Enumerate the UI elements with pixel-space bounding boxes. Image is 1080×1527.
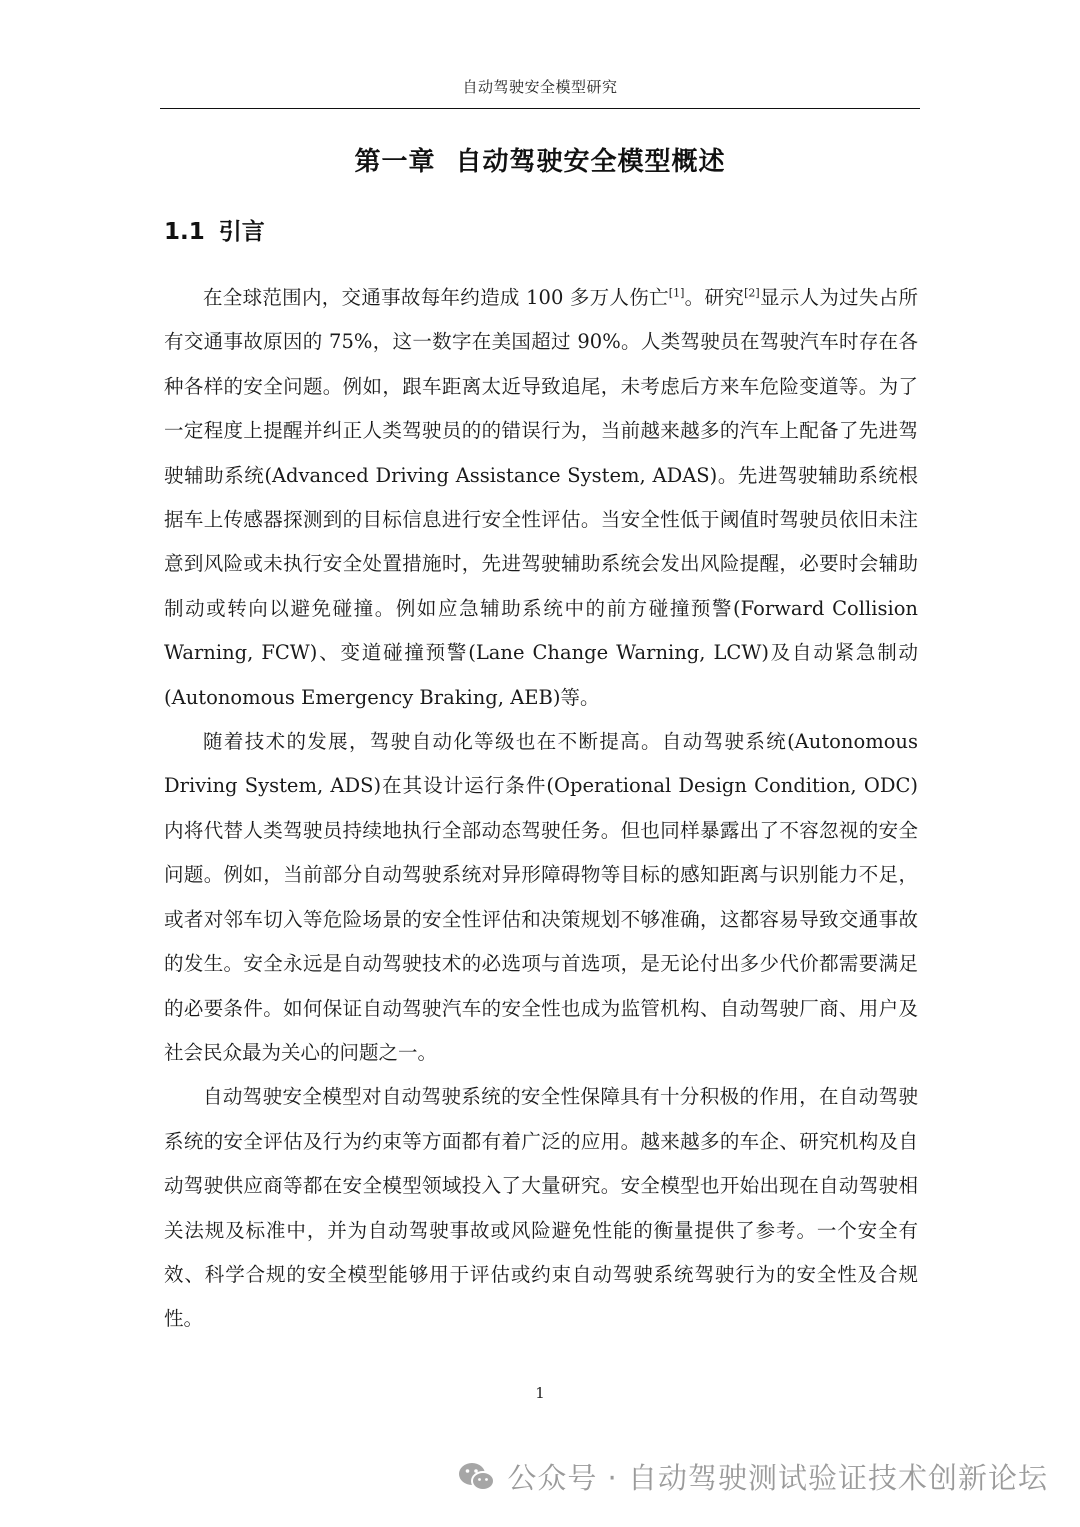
running-header: 自动驾驶安全模型研究 <box>462 78 618 96</box>
chapter-title: 第一章 自动驾驶安全模型概述 <box>354 147 726 177</box>
paragraph-2: 随着技术的发展，驾驶自动化等级也在不断提高。自动驾驶系统(Autonomous Driving System, ADS)在其设计运行条件(Operational Design Condition, ODC)内将代替人类驾驶员持续地执行全部动态驾驶任务。但也同样暴露出了不容忽视的安全问题。例如，当前部分自动驾驶系统对异形障碍物等目标的感知距离与识别能力不足，或者对邻车切入等危险场景的安全性评估和决策规划不够准确，这都容易导致交通事故的发生。安全永远是自动驾驶技术的必选项与首选项，是无论付出多少代价都需要满足的必要条件。如何保证自动驾驶汽车的安全性也成为监管机构、自动驾驶厂商、用户及社会民众最为关心的问题之一。 <box>164 730 918 1064</box>
citation-1: [1] <box>668 286 685 300</box>
watermark-text: 公众号 · 自动驾驶测试验证技术创新论坛 <box>507 1461 1048 1495</box>
wechat-icon <box>457 1460 497 1494</box>
citation-2: [2] <box>744 286 760 300</box>
paragraph-1-part-c: 显示人为过失占所有交通事故原因的 75%，这一数字在美国超过 90%。人类驾驶员在驾驶汽车时存在各种各样的安全问题。例如，跟车距离太近导致追尾，未考虑后方来车危险变道等。为了一定程度上提醒并纠正人类驾驶员的的错误行为，当前越来越多的汽车上配备了先进驾驶辅助系统(Advanced Driving Assistance System, ADAS)。先进驾驶辅助系统根据车上传感器探测到的目标信息进行安全性评估。当安全性低于阈值时驾驶员依旧未注意到风险或未执行安全处置措施时，先进驾驶辅助系统会发出风险提醒，必要时会辅助制动或转向以避免碰撞。例如应急辅助系统中的前方碰撞预警(Forward Collision Warning, FCW)、变道碰撞预警(Lane Change Warning, LCW)及自动紧急制动(Autonomous Emergency Braking, AEB)等。 <box>164 286 918 709</box>
watermark <box>457 1456 1048 1497</box>
page-number: 1 <box>535 1384 545 1402</box>
paragraph-1-part-a: 在全球范围内，交通事故每年约造成 100 多万人伤亡 <box>203 286 669 309</box>
header-divider <box>160 108 920 109</box>
body-text <box>164 276 918 1342</box>
paragraph-3: 自动驾驶安全模型对自动驾驶系统的安全性保障具有十分积极的作用，在自动驾驶系统的安全评估及行为约束等方面都有着广泛的应用。越来越多的车企、研究机构及自动驾驶供应商等都在安全模型领域投入了大量研究。安全模型也开始出现在自动驾驶相关法规及标准中，并为自动驾驶事故或风险避免性能的衡量提供了参考。一个安全有效、科学合规的安全模型能够用于评估或约束自动驾驶系统驾驶行为的安全性及合规性。 <box>164 1085 918 1331</box>
section-number: 1.1 <box>164 219 205 245</box>
section-heading <box>164 213 265 246</box>
section-title: 引言 <box>218 219 265 245</box>
paragraph-1 <box>164 276 918 720</box>
paragraph-1-part-b: 。研究 <box>684 286 745 309</box>
